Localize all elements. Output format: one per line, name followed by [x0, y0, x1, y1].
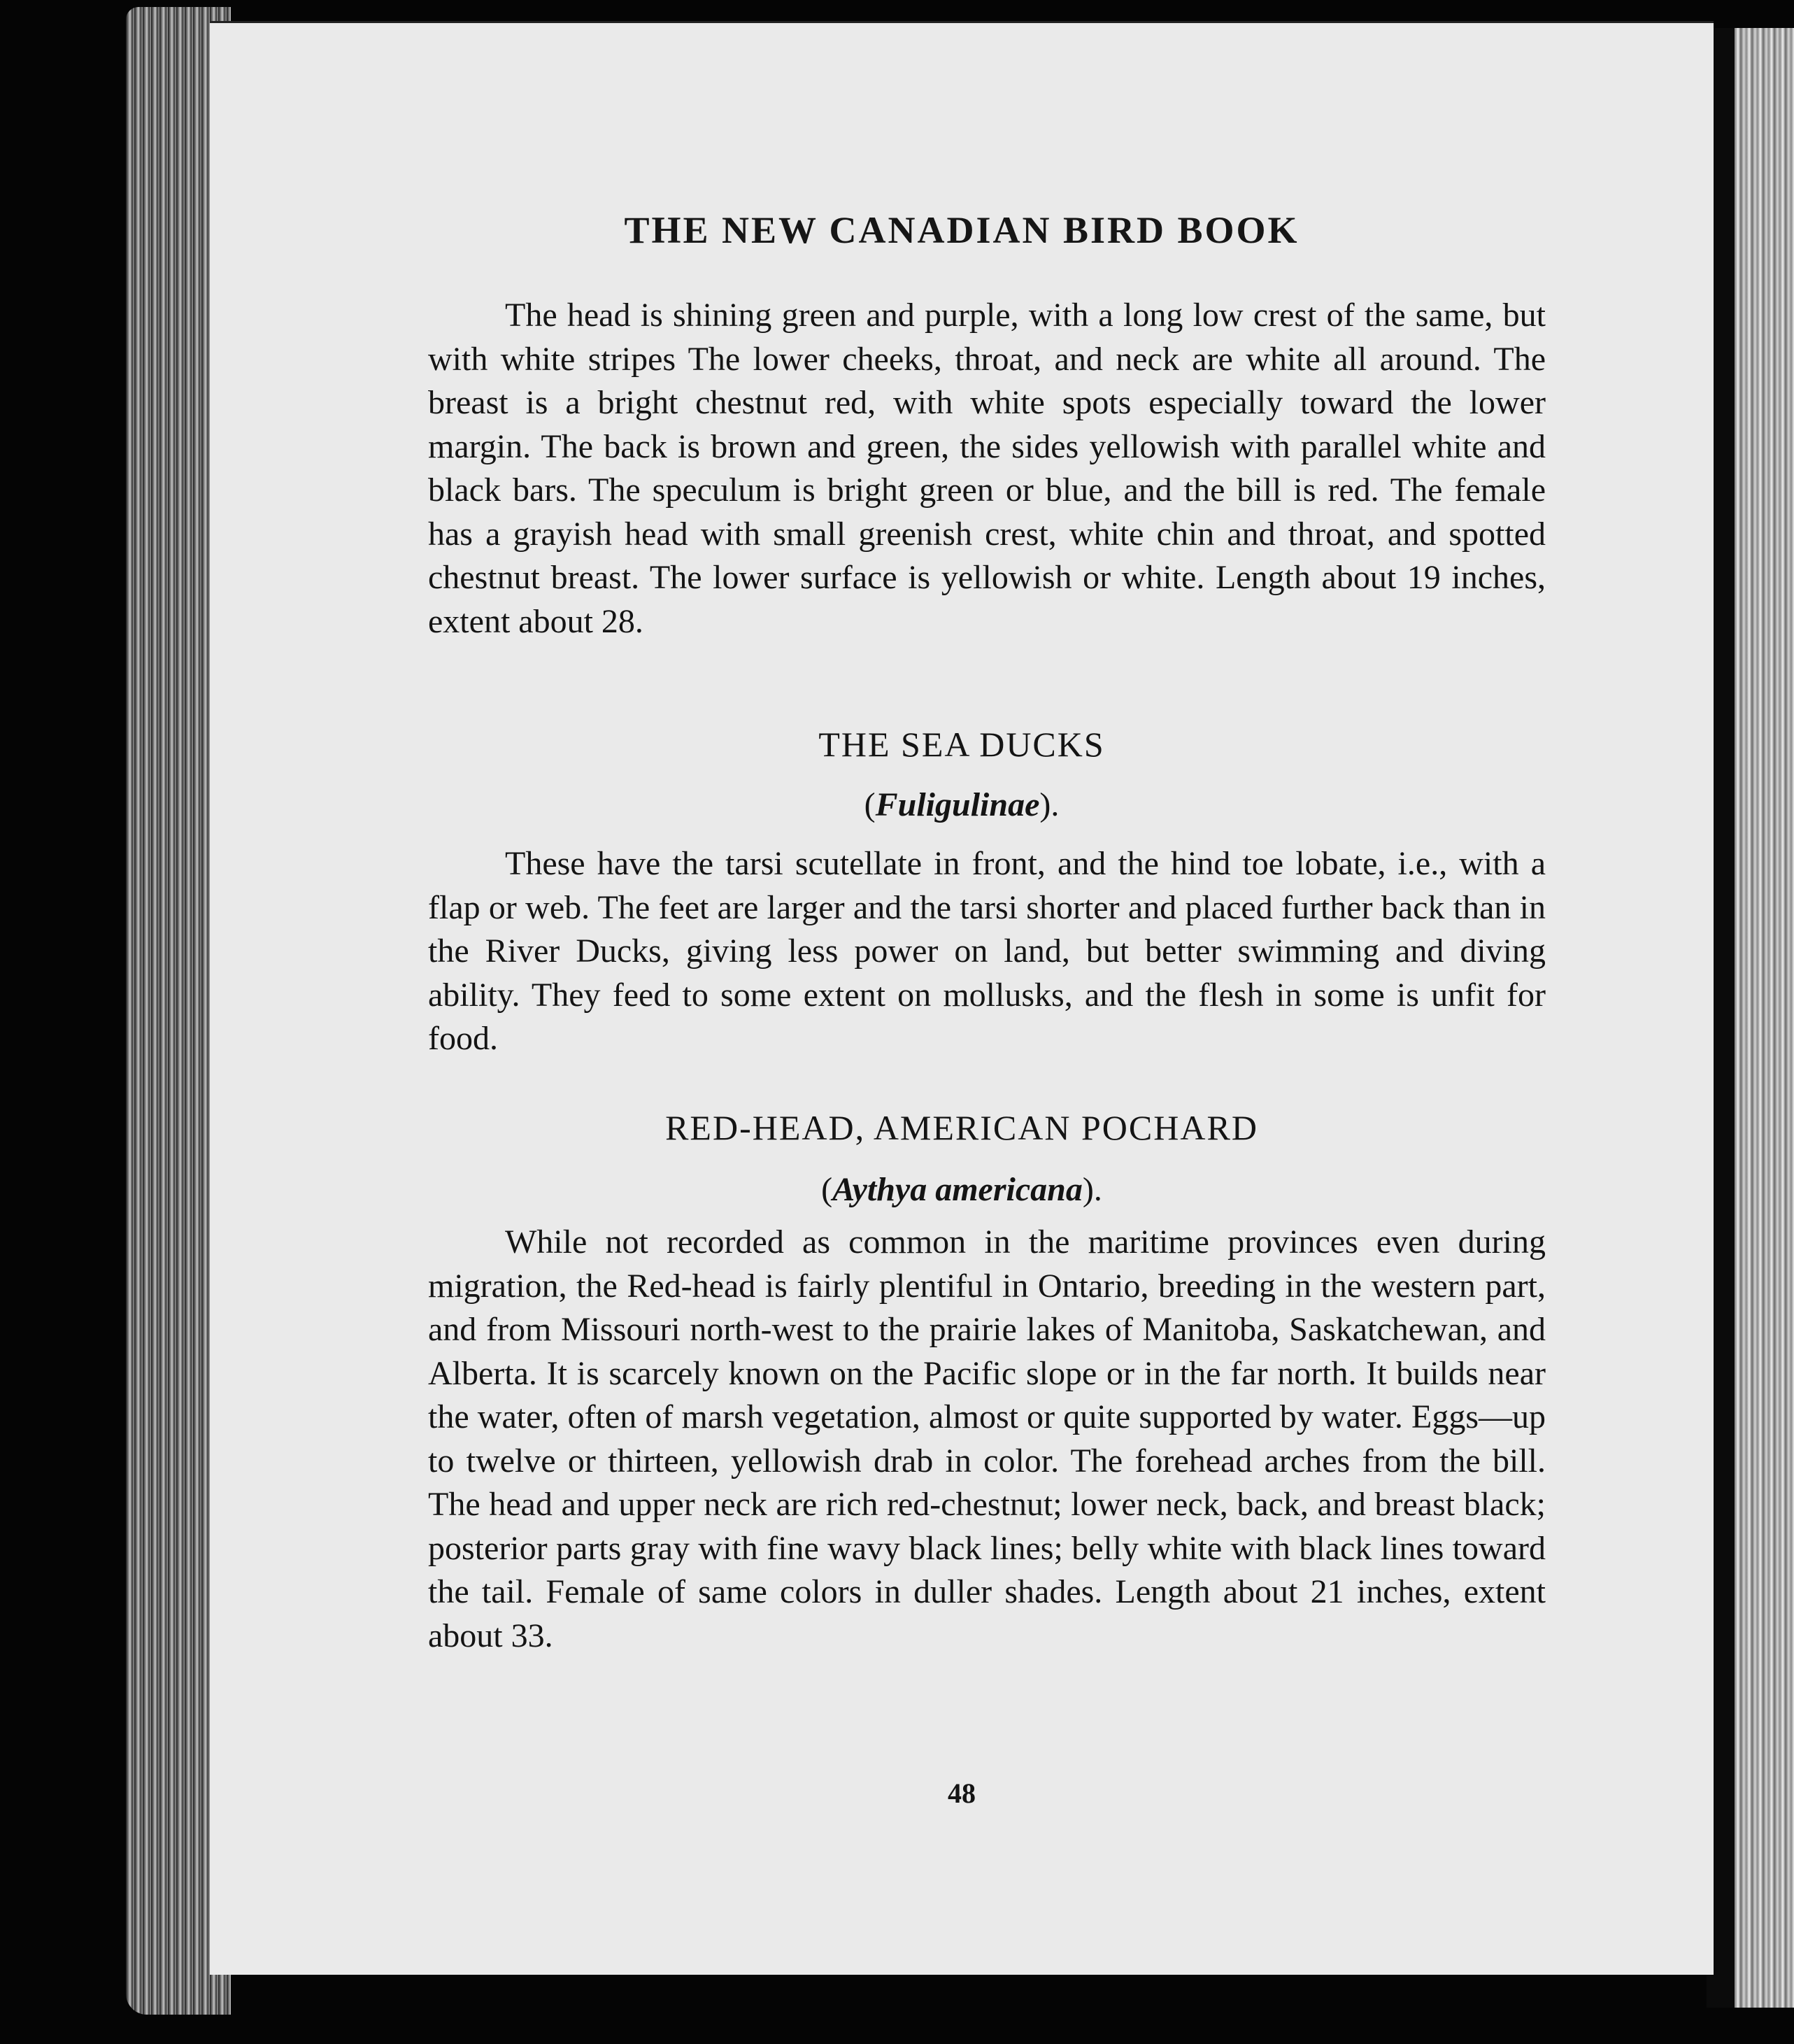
- latin-name-sea-ducks: (Fuligulinae).: [864, 786, 1060, 823]
- section-heading-red-head: RED-HEAD, AMERICAN POCHARD: [665, 1108, 1258, 1147]
- paragraph-red-head: While not recorded as common in the maritime provinces even during migration, the Red-head is fairly plentiful in Ontario, breeding in the western part, and from Missouri north-west to the prairie lakes of Manitoba, Saskatchewan, and Alberta. It is scarcely known on the Pacific slope or in the far north. It builds near the water, often of marsh vegetation, almost or quite supported by water. Eggs—up to twelve or thirteen, yellowish drab in color. The forehead arches from the bill. The head and upper neck are rich red-chestnut; lower neck, back, and breast black; posterior parts gray with fine wavy black lines; belly white with black lines toward the tail. Female of same colors in duller shades. Length about 21 inches, extent about 33.: [428, 1223, 1546, 1654]
- running-head: THE NEW CANADIAN BIRD BOOK: [624, 209, 1300, 251]
- paragraph-sea-ducks: These have the tarsi scutellate in front, and the hind toe lobate, i.e., with a flap or web. The feet are larger and the tarsi shorter and placed further back than in the River Ducks, giving less power on land, but better swimming and diving ability. They feed to some extent on mollusks, and the flesh in some is unfit for food.: [428, 845, 1546, 1057]
- section-heading-sea-ducks: THE SEA DUCKS: [818, 725, 1105, 764]
- page-number: 48: [948, 1777, 976, 1809]
- paragraph-male-description: The head is shining green and purple, with a long low crest of the same, but with white stripes The lower cheeks, throat, and neck are white all around. The breast is a bright chestnut red, with white spots especially toward the lower margin. The back is brown and green, the sides yellowish with parallel white and black bars. The speculum is bright green or blue, and the bill is red. The female has a grayish head with small greenish crest, white chin and throat, and spotted chestnut breast. The lower surface is yellowish or white. Length about 19 inches, extent about 28.: [428, 297, 1546, 640]
- latin-name-red-head: (Aythya americana).: [821, 1171, 1102, 1208]
